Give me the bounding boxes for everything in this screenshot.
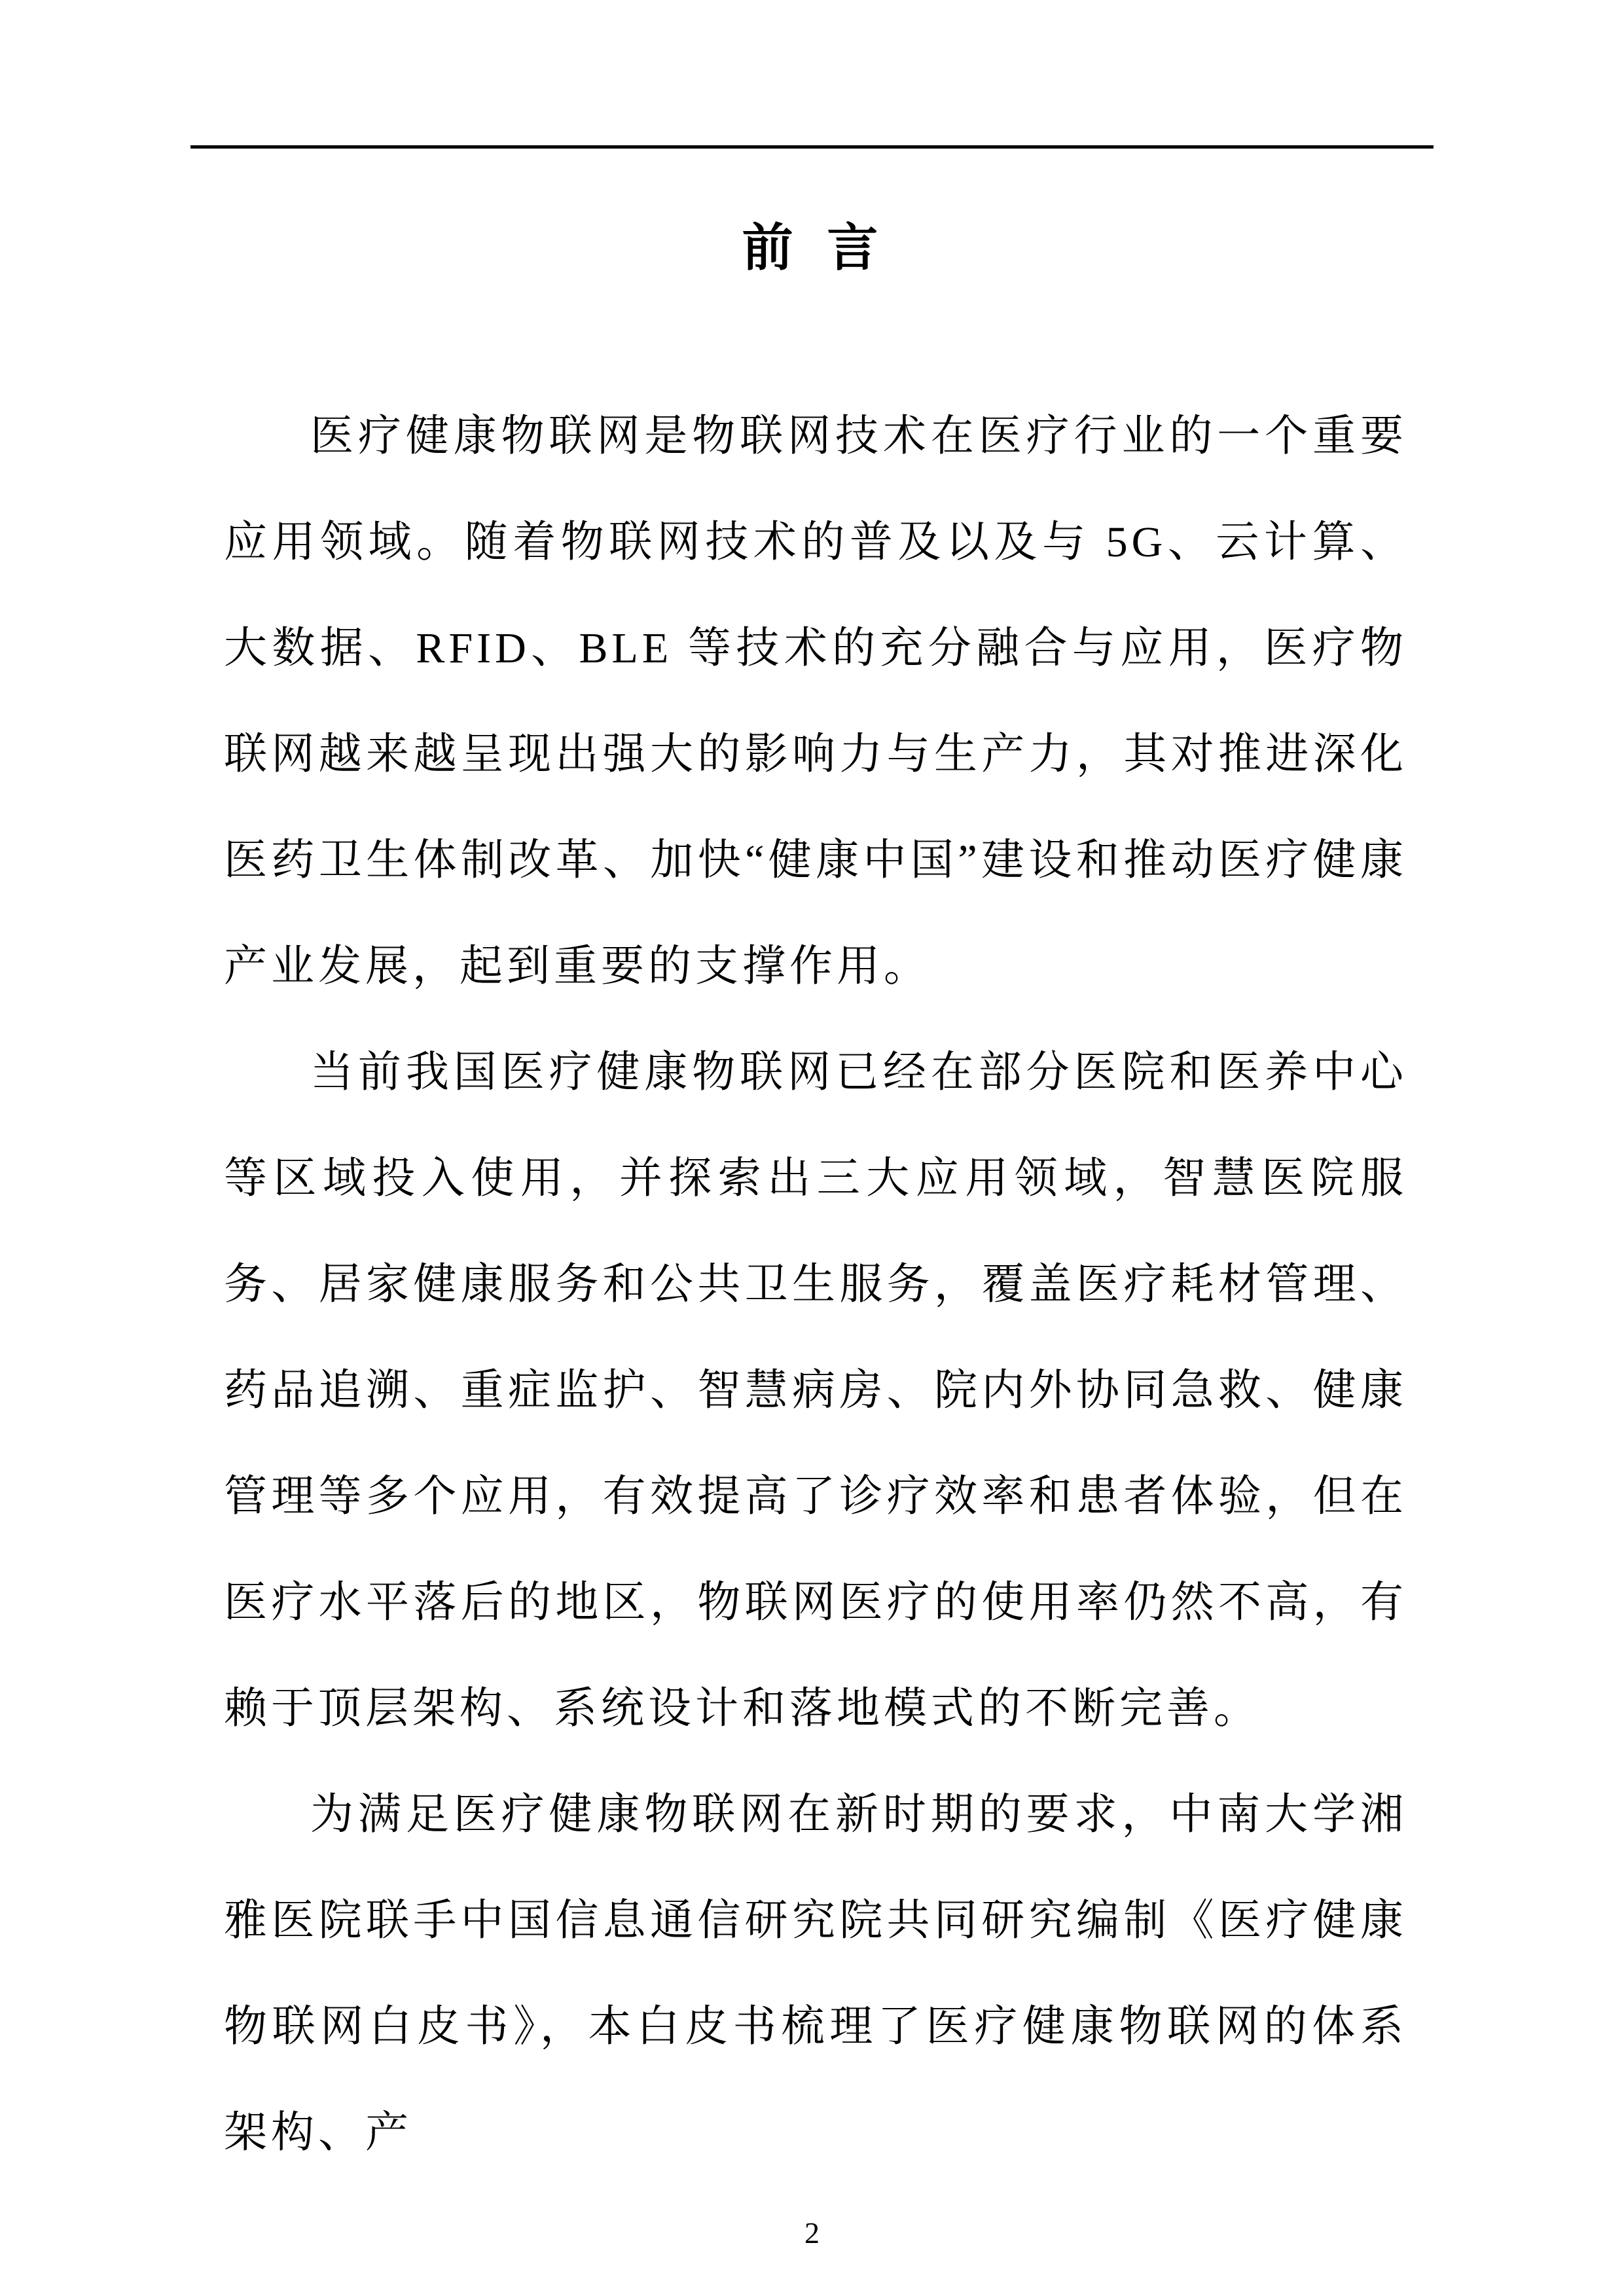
paragraph-2: 当前我国医疗健康物联网已经在部分医院和医养中心等区域投入使用，并探索出三大应用领域，智慧医院服务、居家健康服务和公共卫生服务，覆盖医疗耗材管理、药品追溯、重症监护、智慧病房、院内外协同急救、健康管理等多个应用，有效提高了诊疗效率和患者体验，但在医疗水平落后的地区，物联网医疗的使用率仍然不高，有赖于顶层架构、系统设计和落地模式的不断完善。 <box>224 1049 1407 1732</box>
page-number: 2 <box>804 2216 820 2250</box>
header-rule <box>190 145 1434 149</box>
paragraph-3: 为满足医疗健康物联网在新时期的要求，中南大学湘雅医院联手中国信息通信研究院共同研究编制《医疗健康物联网白皮书》，本白皮书梳理了医疗健康物联网的体系架构、产 <box>224 1791 1407 2157</box>
paragraph-1: 医疗健康物联网是物联网技术在医疗行业的一个重要应用领域。随着物联网技术的普及以及与 5G、云计算、大数据、RFID、BLE 等技术的充分融合与应用，医疗物联网越来越呈现出强大的影响力与生产力，其对推进深化医药卫生体制改革、加快“健康中国”建设和推动医疗健康产业发展，起到重要的支撑作用。 <box>224 412 1407 990</box>
page-title: 前 言 <box>742 219 882 276</box>
document-body <box>224 384 1407 2186</box>
